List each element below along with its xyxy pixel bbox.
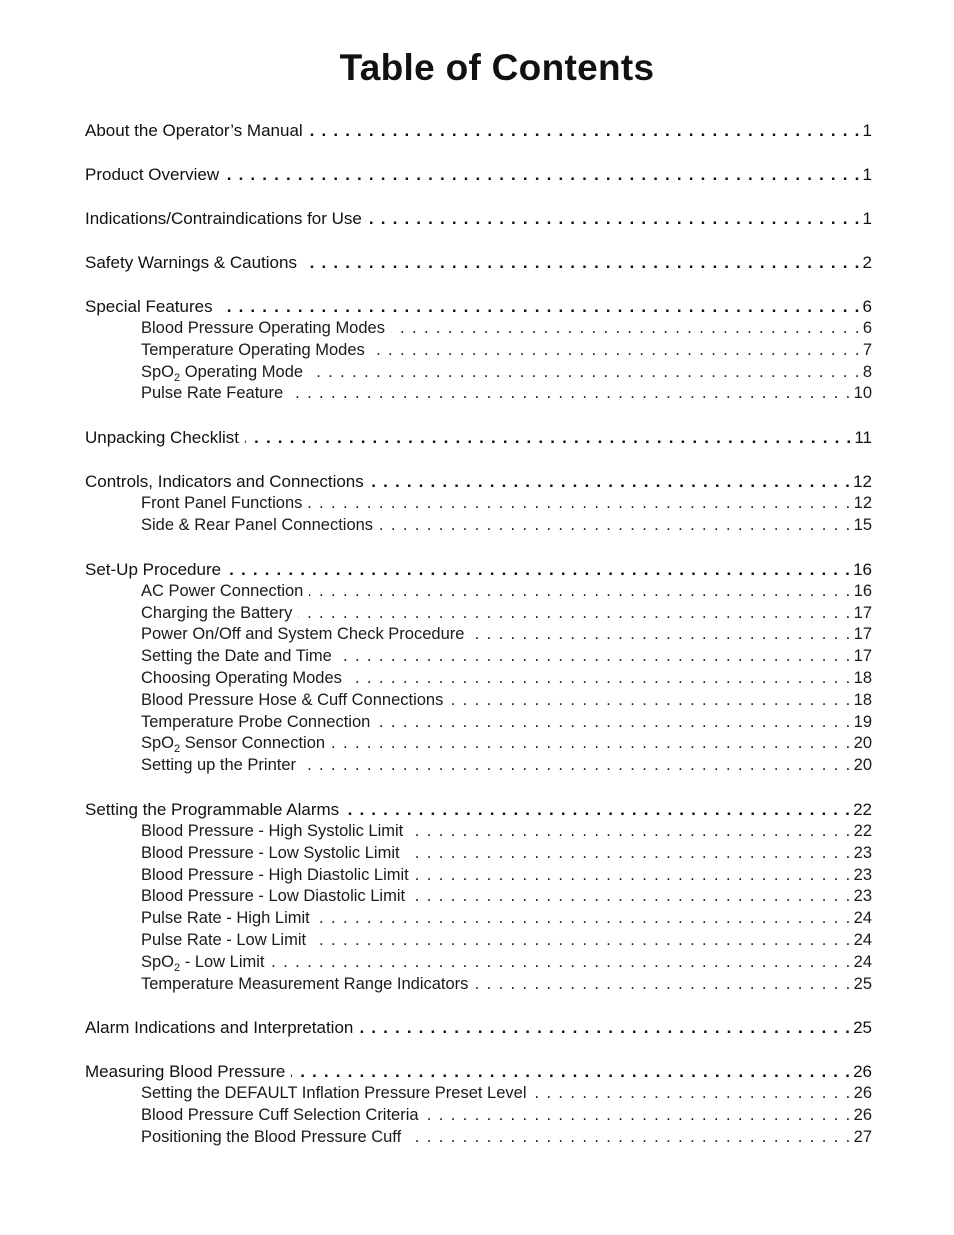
toc-entry-label: Setting the Programmable Alarms: [85, 799, 340, 819]
toc-subsection-entry: [85, 668, 872, 690]
dot-leader: [309, 581, 851, 603]
dot-leader: [309, 120, 861, 142]
toc-section: [85, 252, 872, 274]
toc-entry-label: Temperature Operating Modes: [141, 340, 365, 359]
dot-leader: [425, 1105, 852, 1127]
toc-section-entry: [85, 120, 872, 142]
toc-entry-label: About the Operator’s Manual: [85, 121, 303, 140]
toc-entry-label: Temperature Probe Connection: [141, 712, 371, 731]
dot-leader: [271, 952, 852, 974]
toc-entry-page-number: 25: [853, 1018, 872, 1038]
toc-entry-label: Front Panel Functions: [141, 494, 303, 513]
toc-entry-label: Pulse Rate Feature: [141, 384, 284, 403]
toc-section: [85, 559, 872, 777]
toc-entry-page-number: 17: [853, 647, 872, 666]
section-spacer: [85, 142, 872, 164]
toc-entry-page-number: 24: [853, 909, 872, 928]
dot-leader: [312, 930, 852, 952]
section-spacer: [85, 777, 872, 799]
toc-entry-page-number: 6: [862, 297, 872, 316]
toc-section: [85, 164, 872, 186]
toc-entry-label: Power On/Off and System Check Procedure: [141, 625, 465, 644]
toc-entry-page-number: 1: [862, 165, 872, 184]
dot-leader: [409, 821, 851, 843]
dot-leader: [303, 252, 861, 274]
toc-section-entry: [85, 252, 872, 274]
toc-subsection-entry: [85, 755, 872, 777]
toc-subsection-entry: [85, 712, 872, 734]
toc-entry-page-number: 7: [862, 340, 872, 359]
toc-section: [85, 120, 872, 142]
toc-entry-page-number: 23: [853, 865, 872, 884]
section-spacer: [85, 1039, 872, 1061]
toc-subsection-entry: [85, 515, 872, 537]
toc-entry-label: [141, 952, 271, 974]
toc-entry-label-prefix: SpO: [141, 362, 175, 381]
dot-leader: [338, 646, 852, 668]
toc-entry-page-number: 26: [853, 1062, 872, 1082]
toc-entry-label-suffix: Operating Mode: [180, 362, 304, 381]
toc-entry-page-number: 17: [853, 603, 872, 622]
toc-entry-label: Blood Pressure Operating Modes: [141, 319, 385, 337]
dot-leader: [411, 886, 852, 908]
toc-section-entry: [85, 164, 872, 186]
toc-entry-page-number: 6: [862, 319, 872, 337]
toc-entry-label: [141, 362, 309, 384]
toc-entry-page-number: 18: [853, 668, 872, 687]
toc-entry-page-number: 20: [853, 734, 872, 753]
section-spacer: [85, 995, 872, 1017]
toc-entry-page-number: 11: [854, 428, 872, 448]
toc-entry-label: Blood Pressure - Low Systolic Limit: [141, 843, 400, 862]
toc-entry-page-number: 26: [853, 1106, 872, 1125]
toc-entry-label: Blood Pressure - High Systolic Limit: [141, 821, 404, 840]
table-of-contents: [85, 120, 872, 1149]
toc-entry-page-number: 27: [853, 1127, 872, 1146]
toc-entry-label: Unpacking Checklist: [85, 428, 240, 448]
toc-entry-page-number: 17: [853, 625, 872, 644]
toc-section: [85, 296, 872, 405]
toc-entry-page-number: 2: [862, 253, 872, 272]
toc-entry-label: Blood Pressure Cuff Selection Criteria: [141, 1106, 419, 1125]
toc-entry-label: Blood Pressure - Low Diastolic Limit: [141, 887, 406, 906]
toc-section-entry: [85, 471, 872, 493]
toc-section-entry: [85, 296, 872, 318]
toc-entry-label-prefix: SpO: [141, 952, 175, 971]
dot-leader: [331, 733, 852, 755]
dot-leader: [348, 668, 852, 690]
toc-subsection-entry: [85, 1083, 872, 1105]
dot-leader: [470, 624, 851, 646]
toc-entry-page-number: 15: [853, 515, 872, 534]
toc-entry-label: Setting the DEFAULT Inflation Pressure Preset Level: [141, 1084, 527, 1103]
toc-entry-label: Blood Pressure - High Diastolic Limit: [141, 865, 409, 884]
toc-subsection-entry: [85, 733, 872, 755]
toc-entry-page-number: 25: [853, 974, 872, 993]
toc-entry-page-number: 12: [853, 494, 872, 513]
toc-subsection-entry: [85, 952, 872, 974]
toc-subsection-entry: [85, 886, 872, 908]
toc-entry-label: Safety Warnings & Cautions: [85, 253, 297, 272]
toc-subsection-entry: [85, 1127, 872, 1149]
dot-leader: [308, 493, 851, 515]
toc-entry-label: Pulse Rate - High Limit: [141, 909, 310, 928]
toc-entry-page-number: 1: [862, 121, 872, 140]
toc-entry-label-subscript: 2: [174, 371, 181, 384]
section-spacer: [85, 537, 872, 559]
dot-leader: [376, 712, 851, 734]
toc-subsection-entry: [85, 603, 872, 625]
dot-leader: [291, 1061, 851, 1083]
toc-entry-page-number: 1: [862, 209, 872, 228]
dot-leader: [345, 799, 851, 821]
toc-entry-label: Set-Up Procedure: [85, 559, 222, 579]
toc-entry-label-subscript: 2: [174, 961, 181, 974]
toc-section-entry: [85, 799, 872, 821]
toc-entry-label: Measuring Blood Pressure: [85, 1062, 286, 1082]
dot-leader: [368, 208, 861, 230]
toc-subsection-entry: [85, 930, 872, 952]
toc-section-entry: [85, 1061, 872, 1083]
toc-entry-label: Alarm Indications and Interpretation: [85, 1018, 354, 1038]
toc-entry-page-number: 10: [853, 384, 872, 403]
toc-section-entry: [85, 559, 872, 581]
section-spacer: [85, 186, 872, 208]
toc-entry-label: Pulse Rate - Low Limit: [141, 930, 307, 949]
toc-subsection-entry: [85, 821, 872, 843]
toc-section-entry: [85, 1017, 872, 1039]
toc-entry-label-suffix: Sensor Connection: [180, 734, 326, 753]
dot-leader: [298, 603, 851, 625]
dot-leader: [370, 471, 851, 493]
dot-leader: [289, 383, 851, 405]
dot-leader: [316, 908, 852, 930]
toc-section: [85, 1017, 872, 1039]
toc-entry-label: AC Power Connection: [141, 581, 304, 600]
toc-subsection-entry: [85, 865, 872, 887]
toc-subsection-entry: [85, 362, 872, 384]
page-title: Table of Contents: [339, 47, 655, 88]
dot-leader: [225, 164, 860, 186]
toc-entry-page-number: 22: [853, 821, 872, 840]
toc-entry-page-number: 23: [853, 887, 872, 906]
toc-entry-page-number: 16: [853, 559, 872, 579]
section-spacer: [85, 274, 872, 296]
toc-entry-page-number: 16: [853, 581, 872, 600]
toc-section: [85, 799, 872, 995]
toc-entry-label: Product Overview: [85, 165, 220, 184]
toc-entry-label: Special Features: [85, 297, 213, 316]
toc-entry-page-number: 23: [853, 843, 872, 862]
dot-leader: [391, 318, 861, 340]
toc-subsection-entry: [85, 624, 872, 646]
toc-subsection-entry: [85, 581, 872, 603]
toc-entry-page-number: 8: [862, 362, 872, 381]
toc-subsection-entry: [85, 843, 872, 865]
toc-subsection-entry: [85, 1105, 872, 1127]
toc-entry-label-suffix: - Low Limit: [180, 952, 265, 971]
toc-entry-page-number: 26: [853, 1084, 872, 1103]
dot-leader: [219, 296, 861, 318]
toc-section: [85, 208, 872, 230]
toc-subsection-entry: [85, 908, 872, 930]
dot-leader: [302, 755, 852, 777]
toc-subsection-entry: [85, 646, 872, 668]
toc-entry-page-number: 24: [853, 930, 872, 949]
toc-entry-label: Controls, Indicators and Connections: [85, 472, 364, 492]
toc-entry-label: Positioning the Blood Pressure Cuff: [141, 1127, 402, 1146]
toc-entry-label: Temperature Measurement Range Indicators: [141, 974, 469, 993]
dot-leader: [406, 843, 852, 865]
toc-entry-label: Indications/Contraindications for Use: [85, 209, 362, 228]
toc-entry-page-number: 12: [853, 472, 872, 492]
toc-entry-label: Choosing Operating Modes: [141, 668, 342, 687]
dot-leader: [415, 865, 852, 887]
dot-leader: [407, 1127, 851, 1149]
toc-subsection-entry: [85, 493, 872, 515]
dot-leader: [359, 1017, 851, 1039]
toc-entry-page-number: 18: [853, 690, 872, 709]
toc-subsection-entry: [85, 690, 872, 712]
toc-subsection-entry: [85, 383, 872, 405]
dot-leader: [245, 427, 852, 449]
dot-leader: [533, 1083, 852, 1105]
toc-entry-page-number: 20: [853, 756, 872, 775]
dot-leader: [371, 340, 861, 362]
toc-entry-page-number: 24: [853, 952, 872, 971]
toc-entry-label-subscript: 2: [174, 743, 181, 756]
toc-section: [85, 427, 872, 449]
toc-subsection-entry: [85, 974, 872, 996]
toc-section-entry: [85, 427, 872, 449]
dot-leader: [449, 690, 851, 712]
toc-subsection-entry: [85, 318, 872, 340]
toc-section-entry: [85, 208, 872, 230]
toc-section: [85, 471, 872, 537]
toc-section: [85, 1061, 872, 1148]
toc-entry-label: Blood Pressure Hose & Cuff Connections: [141, 690, 444, 709]
dot-leader: [379, 515, 852, 537]
toc-entry-page-number: 19: [853, 712, 872, 731]
section-spacer: [85, 230, 872, 252]
toc-entry-label: Side & Rear Panel Connections: [141, 515, 374, 534]
toc-entry-label: Charging the Battery: [141, 603, 293, 622]
toc-entry-label: Setting up the Printer: [141, 756, 297, 775]
toc-entry-label-prefix: SpO: [141, 734, 175, 753]
dot-leader: [227, 559, 851, 581]
dot-leader: [474, 974, 851, 996]
toc-entry-page-number: 22: [853, 799, 872, 819]
section-spacer: [85, 449, 872, 471]
section-spacer: [85, 405, 872, 427]
dot-leader: [309, 362, 861, 384]
toc-subsection-entry: [85, 340, 872, 362]
toc-entry-label: Setting the Date and Time: [141, 647, 332, 666]
toc-entry-label: [141, 733, 331, 755]
